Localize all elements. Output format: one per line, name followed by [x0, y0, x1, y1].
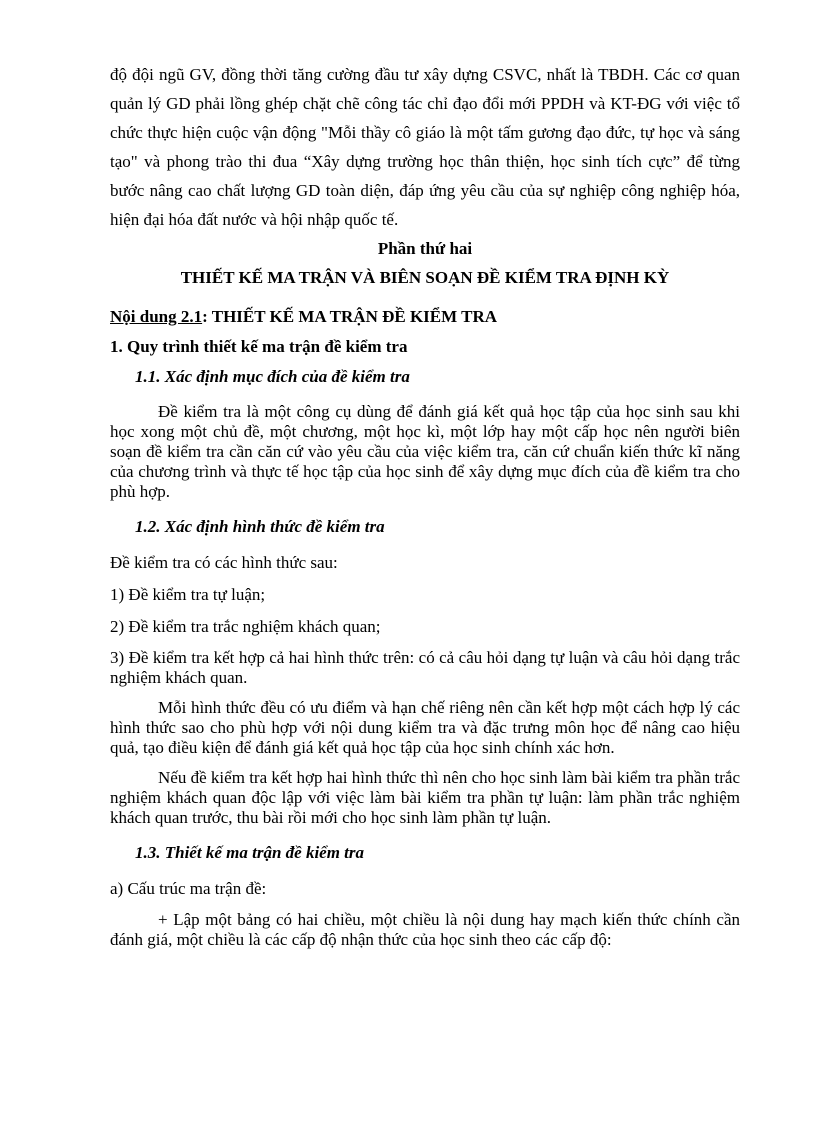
form-list-item-3: 3) Đề kiểm tra kết hợp cả hai hình thức trên: có cả câu hỏi dạng tự luận và câu hỏi dạng trắc nghiệm khách quan. [110, 648, 740, 687]
document-page [110, 60, 740, 950]
subsection-1-3-item-a: a) Cấu trúc ma trận đề: [110, 879, 267, 898]
content-title: THIẾT KẾ MA TRẬN ĐỀ KIỂM TRA [211, 307, 498, 326]
form-list-item-1: 1) Đề kiểm tra tự luận; [110, 585, 266, 604]
subsection-1-3-heading: 1.3. Thiết kế ma trận đề kiểm tra [135, 843, 365, 862]
intro-paragraph: độ đội ngũ GV, đồng thời tăng cường đầu tư xây dựng CSVC, nhất là TBDH. Các cơ quan quản lý GD phải lồng ghép chặt chẽ công tác chỉ đạo đổi mới PPDH và KT-ĐG với việc tổ chức thực hiện cuộc vận động "Mỗi thầy cô giáo là một tấm gương đạo đức, tự học và sáng tạo" và phong trào thi đua “Xây dựng trường học thân thiện, học sinh tích cực” để từng bước nâng cao chất lượng GD toàn diện, đáp ứng yêu cầu của sự nghiệp công nghiệp hóa, hiện đại hóa đất nước và hội nhập quốc tế. [110, 65, 740, 229]
part-label: Phần thứ hai [377, 239, 473, 258]
form-list-lead: Đề kiểm tra có các hình thức sau: [110, 553, 338, 572]
subsection-1-2-heading: 1.2. Xác định hình thức đề kiểm tra [135, 517, 385, 536]
form-list-item-2: 2) Đề kiểm tra trắc nghiệm khách quan; [110, 617, 381, 636]
subsection-1-3-paragraph: + Lập một bảng có hai chiều, một chiều là nội dung hay mạch kiến thức chính cần đánh giá, một chiều là các cấp độ nhận thức của học sinh theo các cấp độ: [110, 910, 740, 949]
content-separator: : [202, 307, 212, 326]
subsection-1-1-paragraph: Đề kiểm tra là một công cụ dùng để đánh giá kết quả học tập của học sinh sau khi học xong một chủ đề, một chương, một học kì, một lớp hay một cấp học nên người biên soạn đề kiểm tra cần căn cứ vào yêu cầu của việc kiểm tra, căn cứ chuẩn kiến thức kĩ năng của chương trình và thực tế học tập của học sinh để xây dựng mục đích của đề kiểm tra cho phù hợp. [110, 402, 740, 501]
subsection-1-1-heading: 1.1. Xác định mục đích của đề kiểm tra [135, 367, 410, 386]
part-title: THIẾT KẾ MA TRẬN VÀ BIÊN SOẠN ĐỀ KIỂM TRA ĐỊNH KỲ [180, 268, 670, 287]
content-label: Nội dung 2.1 [110, 307, 203, 326]
subsection-1-2-paragraph-1: Mỗi hình thức đều có ưu điểm và hạn chế riêng nên cần kết hợp một cách hợp lý các hình thức sao cho phù hợp với nội dung kiểm tra và đặc trưng môn học để nâng cao hiệu quả, tạo điều kiện để đánh giá kết quả học tập của học sinh chính xác hơn. [110, 698, 740, 757]
section-1-heading: 1. Quy trình thiết kế ma trận đề kiểm tra [110, 337, 408, 356]
content-heading [110, 302, 740, 332]
subsection-1-2-paragraph-2: Nếu đề kiểm tra kết hợp hai hình thức thì nên cho học sinh làm bài kiểm tra phần trắc nghiệm khách quan độc lập với việc làm bài kiểm tra phần tự luận: làm phần trắc nghiệm khách quan trước, thu bài rồi mới cho học sinh làm phần tự luận. [110, 768, 740, 827]
